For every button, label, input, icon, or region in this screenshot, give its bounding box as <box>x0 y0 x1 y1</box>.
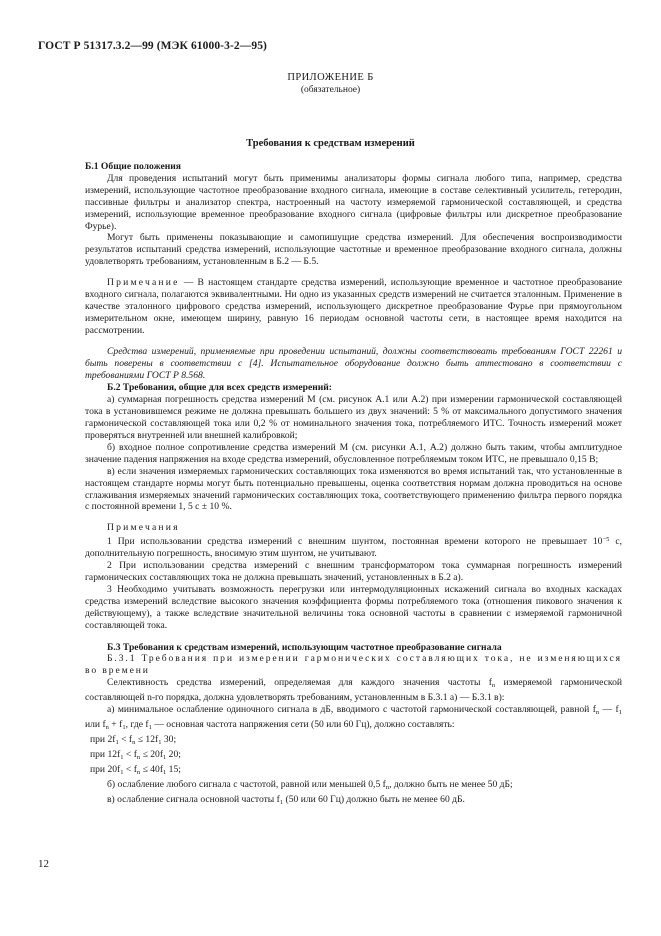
heading-b31: Б.3.1 Требования при измерении гармонических составляющих тока, не изменяющихся во времени <box>85 653 622 677</box>
heading-b1: Б.1 Общие положения <box>85 161 181 172</box>
heading-b3: Б.3 Требования к средствам измерений, использующим частотное преобразование сигнала <box>107 641 502 653</box>
item-b3-b: б) ослабление любого сигнала с частотой, равной или меньшей 0,5 $f_n$, должно быть не менее 50 дБ; <box>107 778 513 791</box>
paragraph-1: Для проведения испытаний могут быть применимы анализаторы формы сигнала любого типа, например, средства измерений, использующие частотное преобразование входного сигнала, имеющие в составе селективный усилитель, гетеродин, пассивные фильтры и анализатор спектра, настроенный на частоту измеряемой гармонической составляющей, и средства измерений, использующие временное преобразование входного сигнала (цифровые фильтры или дискретное преобразование Фурье). <box>85 172 622 232</box>
item-b2-b: б) входное полное сопротивление средства измерений М (см. рисунки А.1, А.2) должно быть таким, чтобы амплитудное значение падения напряжения на входе средства измерений, обусловленное потребляемым током ИТС, не превышало 0,15 В; <box>85 441 622 465</box>
paragraph-2: Могут быть применены показывающие и самопишущие средства измерений. Для обеспечения воспроизводимости результатов испытаний средства измерений, использующие частотные и временное преобразование входного сигнала, должны удовлетворять требованиям, установленным в Б.2 — Б.5. <box>85 232 622 268</box>
notes-label: Примечания <box>107 522 180 534</box>
note-1 <box>85 277 622 337</box>
page-number: 12 <box>38 858 49 870</box>
heading-b2: Б.2 Требования, общие для всех средств измерений: <box>107 382 332 394</box>
item-b3-a: а) минимальное ослабление одиночного сигнала в дБ, вводимого с частотой гармонической составляющей, равной $f_n$ — $f_1$ или $f_n + f_1$, где $f_1$ — основная частота напряжения сети (50 или 60 Гц), должно составлять: <box>85 704 622 731</box>
item-b2-c: в) если значения измеряемых гармонических составляющих тока изменяются во время испытаний так, что установленные в настоящем стандарте нормы могут быть потенциально превышены, оценка соответствия нормам должна проводиться на основе сглаживания измеряемых значений гармонических составляющих тока, соответствующего применению фильтра первого порядка с постоянной времени 1, 5 с ± 10 %. <box>85 465 622 513</box>
freq-line-2: при $12f_1 < f_n \le 20f_1$ 20; <box>90 748 181 761</box>
note-item-2: 2 При использовании средства измерений с внешним трансформатором тока суммарная погрешность измерений гармонических составляющих тока не должна превышать значений, установленных в Б.2 а). <box>85 560 622 583</box>
selectivity-paragraph: Селективность средства измерений, определяемая для каждого значения частоты $f_n$ измеряемой гармонической составляющей n-го порядка, должна удовлетворять требованиям, установленным в Б.3.1 а) — Б.3.1 в): <box>85 677 622 704</box>
appendix-title: ПРИЛОЖЕНИЕ Б <box>287 72 374 83</box>
section-title: Требования к средствам измерений <box>246 138 415 149</box>
item-b2-a: а) суммарная погрешность средства измерений М (см. рисунок А.1 или А.2) при измерении гармонической составляющей тока в установившемся режиме не должна превышать большего из двух значений: 5 % от максимального допустимого значения гармонической составляющей тока или 0,2 % от номинального значения тока, потребляемого ИТС. Точность измерений может проверяться внутренней или внешней калибровкой; <box>85 394 622 442</box>
document-header: ГОСТ Р 51317.3.2—99 (МЭК 61000-3-2—95) <box>38 40 267 52</box>
freq-line-1: при $2f_1 < f_n \le 12f_1$ 30; <box>90 733 177 746</box>
appendix-subtitle: (обязательное) <box>300 85 361 95</box>
italic-paragraph: Средства измерений, применяемые при проведении испытаний, должны соответствовать требованиям ГОСТ 22261 и быть поверены в соответствии с [4]. Испытательное оборудование должно быть аттестовано в соответствии с требованиями ГОСТ Р 8.568. <box>85 345 622 381</box>
note-text: — В настоящем стандарте средства измерений, использующие временное и частотное преобразование входного сигнала, полагаются эквивалентными. Ни одно из указанных средств измерений не считается эталонным. Применение в качестве эталонного цифрового средства измерений, использующего дискретное преобразование Фурье при прямоугольном измерительном окне, имеющем ширину, равную 16 периодам основной частоты сети, в настоящее время находится на рассмотрении. <box>85 277 622 336</box>
item-b3-c: в) ослабление сигнала основной частоты $f_1$ (50 или 60 Гц) должно быть не менее 60 дБ. <box>107 793 465 806</box>
note-item-3: 3 Необходимо учитывать возможность перегрузки или интермодуляционных искажений сигнала во входных каскадах средства измерений вследствие высокого значения коэффициента формы потребляемого тока (отношения пикового значения к действующему), а также вследствие значительной величины тока основной частоты в сравнении с измеряемой гармоничной составляющей тока. <box>85 583 622 631</box>
note-item-1: 1 При использовании средства измерений с внешним шунтом, постоянная времени которого не превышает $10^{-5}$ с, дополнительную погрешность, вносимую этим шунтом, не учитывают. <box>85 536 622 560</box>
document-body <box>85 160 622 808</box>
note-label: Примечание <box>107 277 180 289</box>
freq-line-3: при $20f_1 < f_n \le 40f_1$ 15; <box>90 763 181 776</box>
